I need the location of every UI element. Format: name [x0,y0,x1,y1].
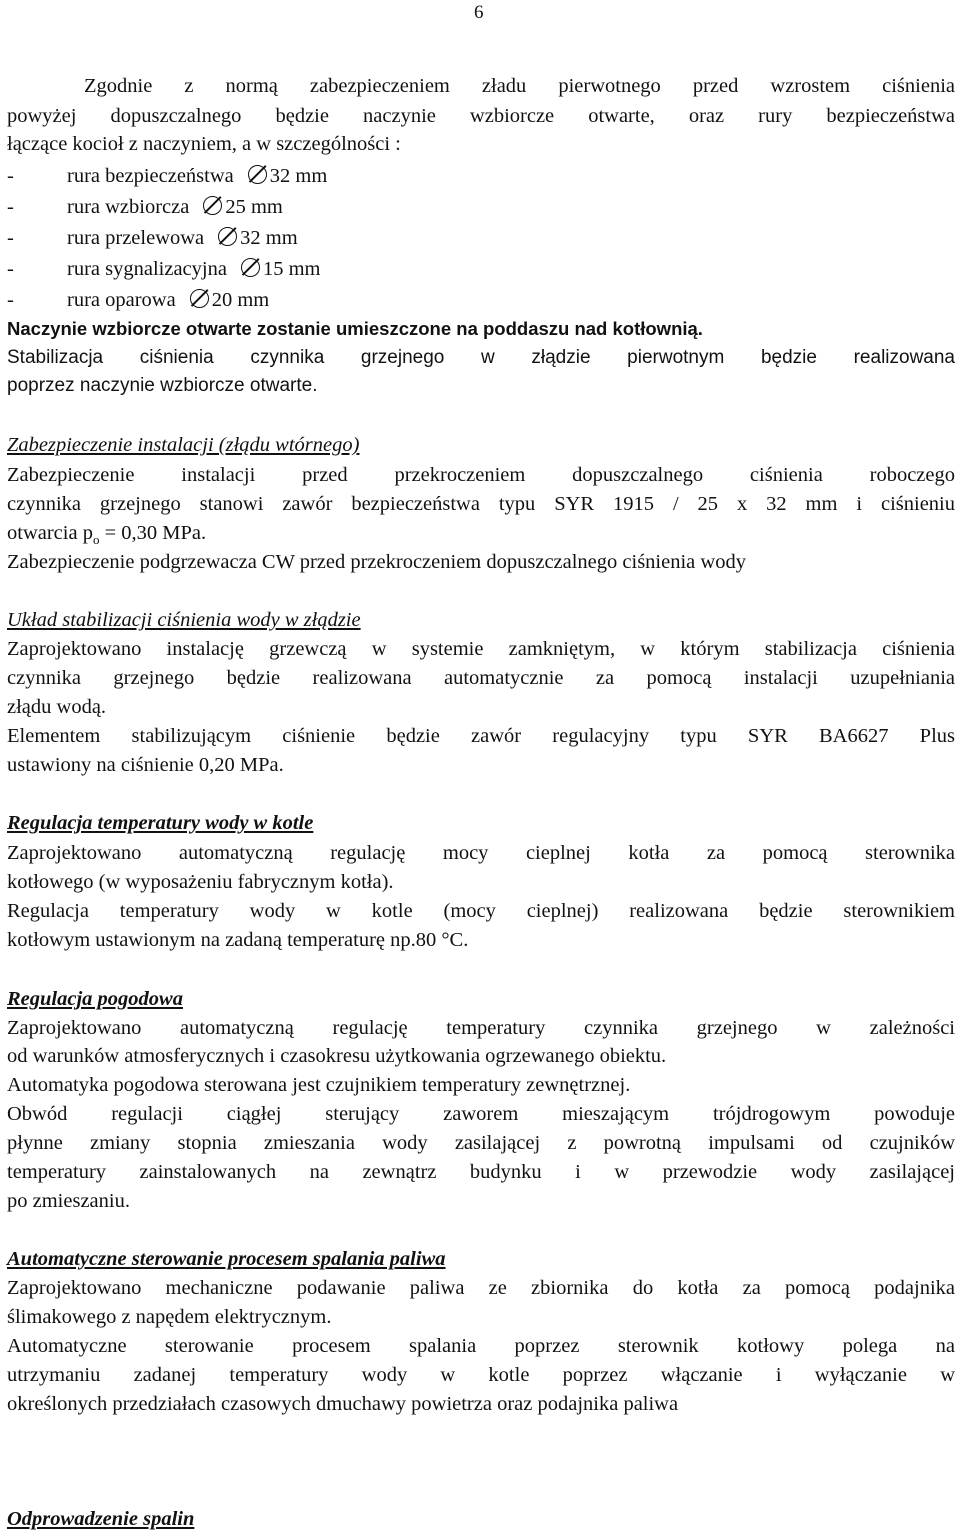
section-title-combustion: Automatyczne sterowanie procesem spalania paliwa [7,1248,446,1270]
opening-pressure-label: otwarcia p [7,522,93,544]
combustion-line-1: Zaprojektowano mechaniczne podawanie paliwa ze zbiornika do kotła za pomocą podajnika [7,1277,955,1299]
weather-line-1: Zaprojektowano automatyczną regulację temperatury czynnika grzejnego w zależności [7,1017,955,1039]
section-title-weather: Regulacja pogodowa [7,988,183,1010]
section-title-exhaust: Odprowadzenie spalin [7,1508,195,1530]
secondary-line-2: czynnika grzejnego stanowi zawór bezpieczeństwa typu SYR 1915 / 25 x 32 mm i ciśnieniu [7,493,955,515]
list-dash: - [7,196,14,218]
water-line-4: Elementem stabilizującym ciśnienie będzie zawór regulacyjny typu SYR BA6627 Plus [7,725,955,747]
pipe-item [7,163,327,189]
opening-pressure-value: = 0,30 MPa. [99,522,207,544]
pipe-size: 20 mm [211,289,270,311]
pipe-label: rura wzbiorcza [67,196,190,218]
water-line-1: Zaprojektowano instalację grzewczą w systemie zamkniętym, w którym stabilizacja ciśnienia [7,638,955,660]
water-line-2: czynnika grzejnego będzie realizowana automatycznie za pomocą instalacji uzupełniania [7,667,955,689]
intro-line-1: Zgodnie z normą zabezpieczeniem zładu pierwotnego przed wzrostem ciśnienia [84,75,955,97]
list-dash: - [7,227,14,249]
section-title-water: Układ stabilizacji ciśnienia wody w złądzie [7,609,361,631]
boiler-line-4: kotłowym ustawionym na zadaną temperaturę np.80 °C. [7,929,469,951]
diameter-icon [248,165,267,184]
combustion-line-3: Automatyczne sterowanie procesem spalania poprzez sterownik kotłowy polega na [7,1335,955,1357]
vessel-note: Naczynie wzbiorcze otwarte zostanie umieszczone na poddaszu nad kotłownią. [7,318,703,339]
secondary-line-1: Zabezpieczenie instalacji przed przekroczeniem dopuszczalnego ciśnienia roboczego [7,464,955,486]
page-number: 6 [474,2,484,23]
pipe-item [7,287,269,313]
water-line-3: złądu wodą. [7,696,107,718]
diameter-icon [241,258,260,277]
section-title-secondary: Zabezpieczenie instalacji (złądu wtórnego) [7,434,360,456]
list-dash: - [7,165,14,187]
pipe-size: 25 mm [225,196,283,218]
pipe-size: 32 mm [269,165,328,187]
secondary-line-4: Zabezpieczenie podgrzewacza CW przed przekroczeniem dopuszczalnego ciśnienia wody [7,551,746,573]
weather-line-4: Obwód regulacji ciągłej sterujący zaworem mieszającym trójdrogowym powoduje [7,1103,955,1125]
stabilization-line-2: poprzez naczynie wzbiorcze otwarte. [7,375,318,396]
intro-line-2: powyżej dopuszczalnego będzie naczynie wzbiorcze otwarte, oraz rury bezpieczeństwa [7,105,955,127]
list-dash: - [7,289,14,311]
stabilization-line-1: Stabilizacja ciśnienia czynnika grzejnego w złądzie pierwotnym będzie realizowana [7,347,955,368]
pipe-item [7,256,320,282]
boiler-line-2: kotłowego (w wyposażeniu fabrycznym kotła). [7,871,394,893]
combustion-line-2: ślimakowego z napędem elektrycznym. [7,1306,332,1328]
diameter-icon [203,196,222,215]
combustion-line-5: określonych przedziałach czasowych dmuchawy powietrza oraz podajnika paliwa [7,1393,679,1415]
combustion-line-4: utrzymaniu zadanej temperatury wody w kotle poprzez włączanie i wyłączanie w [7,1364,955,1386]
pipe-label: rura bezpieczeństwa [67,165,234,187]
pipe-label: rura oparowa [67,289,176,311]
subscript-o: o [92,532,100,548]
weather-line-2: od warunków atmosferycznych i czasokresu użytkowania ogrzewanego obiektu. [7,1045,667,1067]
pipe-size: 32 mm [240,227,298,249]
pipe-item [7,225,298,251]
pipe-label: rura sygnalizacyjna [67,258,227,280]
weather-line-3: Automatyka pogodowa sterowana jest czujnikiem temperatury zewnętrznej. [7,1074,631,1096]
intro-line-3: łączące kocioł z naczyniem, a w szczególności : [7,133,401,155]
boiler-line-1: Zaprojektowano automatyczną regulację mocy cieplnej kotła za pomocą sterownika [7,842,955,864]
water-line-5: ustawiony na ciśnienie 0,20 MPa. [7,754,284,776]
diameter-icon [190,289,209,308]
pipe-size: 15 mm [262,258,321,280]
diameter-icon [218,227,237,246]
pipe-item [7,194,283,220]
section-title-boiler: Regulacja temperatury wody w kotle [7,812,314,834]
list-dash: - [7,258,14,280]
weather-line-5: płynne zmiany stopnia zmieszania wody zasilającej z powrotną impulsami od czujników [7,1132,955,1154]
weather-line-7: po zmieszaniu. [7,1190,130,1212]
boiler-line-3: Regulacja temperatury wody w kotle (mocy cieplnej) realizowana będzie sterownikiem [7,900,955,922]
weather-line-6: temperatury zainstalowanych na zewnątrz budynku i w przewodzie wody zasilającej [7,1161,955,1183]
pipe-label: rura przelewowa [67,227,205,249]
